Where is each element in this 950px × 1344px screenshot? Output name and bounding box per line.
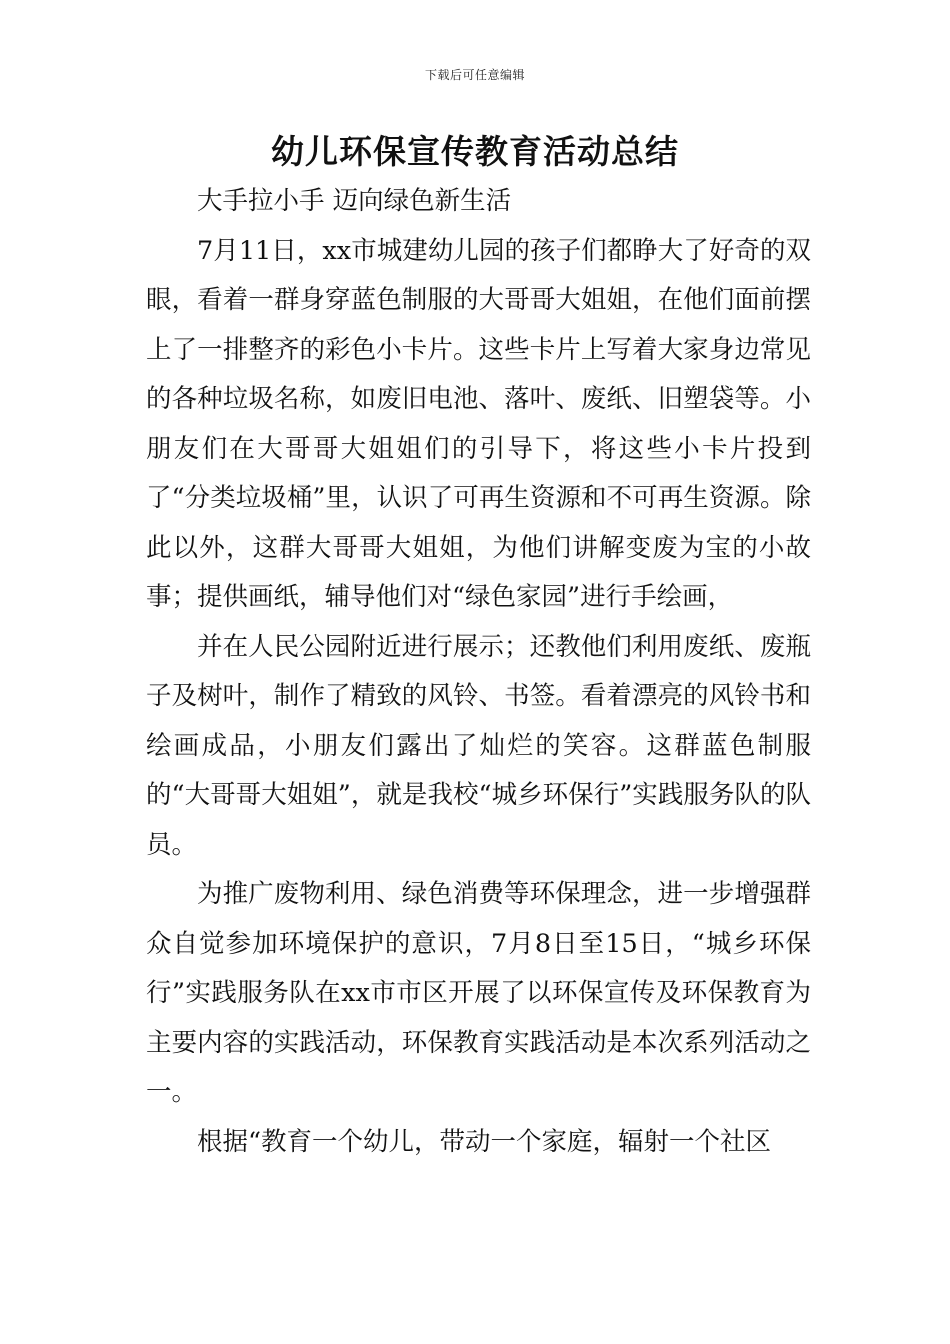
document-body	[146, 177, 811, 1167]
paragraph: 7月11日，xx市城建幼儿园的孩子们都睁大了好奇的双眼，看着一群身穿蓝色制服的大哥哥大姐姐，在他们面前摆上了一排整齐的彩色小卡片。这些卡片上写着大家身边常见的各种垃圾名称，如废旧电池、落叶、废纸、旧塑袋等。小朋友们在大哥哥大姐姐们的引导下，将这些小卡片投到了“分类垃圾桶”里，认识了可再生资源和不可再生资源。除此以外，这群大哥哥大姐姐，为他们讲解变废为宝的小故事；提供画纸，辅导他们对“绿色家园”进行手绘画，	[146, 235, 811, 612]
paragraph: 并在人民公园附近进行展示；还教他们利用废纸、废瓶子及树叶，制作了精致的风铃、书签。看着漂亮的风铃书和绘画成品，小朋友们露出了灿烂的笑容。这群蓝色制服的“大哥哥大姐姐”，就是我校“城乡环保行”实践服务队的队员。	[146, 631, 811, 860]
header-note: 下载后可任意编辑	[424, 68, 525, 82]
paragraph: 为推广废物利用、绿色消费等环保理念，进一步增强群众自觉参加环境保护的意识，7月8日至15日，“城乡环保行”实践服务队在xx市市区开展了以环保宣传及环保教育为主要内容的实践活动，环保教育实践活动是本次系列活动之一。	[146, 879, 811, 1107]
paragraph: 根据“教育一个幼儿，带动一个家庭，辐射一个社区	[197, 1126, 772, 1157]
document-subtitle: 大手拉小手 迈向绿色新生活	[197, 186, 512, 216]
document-title: 幼儿环保宣传教育活动总结	[271, 132, 679, 171]
